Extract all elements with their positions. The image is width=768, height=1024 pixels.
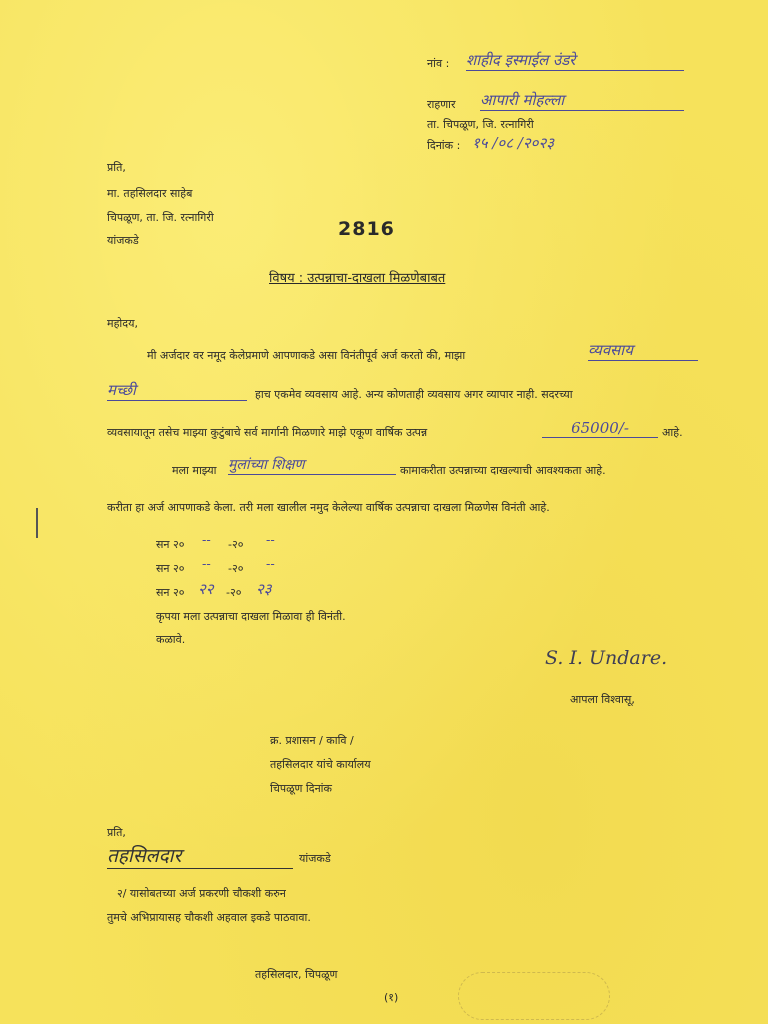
income-hand: 65000/- xyxy=(542,419,658,438)
applicant-signature: S. I. Undare. xyxy=(545,647,668,669)
name-value: शाहीद इस्माईल उंडरे xyxy=(466,50,684,71)
date-value: १५ /०८ /२०२३ xyxy=(472,134,555,152)
page-number: (१) xyxy=(384,991,399,1004)
body-line-1: मी अर्जदार वर नमूद केलेप्रमाणे आपणाकडे असा विनंतीपूर्व अर्ज करतो की, माझा xyxy=(147,349,466,362)
recipient-title: मा. तहसिलदार साहेब xyxy=(107,187,193,200)
closing-kalave: कळावे. xyxy=(156,633,186,646)
year-row-2-mid: -२० xyxy=(228,562,244,575)
stamp-ring xyxy=(458,972,610,1020)
body-line-5: करीता हा अर्ज आपणाकडे केला. तरी मला खालील नमुद केलेल्या वार्षिक उत्पन्नाचा दाखला मिळणेस विनंती आहे. xyxy=(107,501,550,514)
office-date: चिपळूण दिनांक xyxy=(270,782,332,795)
year-row-1-label: सन २० xyxy=(156,538,185,551)
body-line-4-end: कामाकरीता उत्पन्नाच्या दाखल्याची आवश्यकता आहे. xyxy=(400,464,606,477)
inward-number: 2816 xyxy=(338,218,395,240)
office-name: तहसिलदार यांचे कार्यालय xyxy=(270,758,371,771)
forward-line-2: तुमचे अभिप्रायासह चौकशी अहवाल इकडे पाठवावा. xyxy=(107,911,311,924)
footer-office: तहसिलदार, चिपळूण xyxy=(255,968,338,981)
year-row-3-hand2: २३ xyxy=(256,580,272,598)
body-line-3: व्यवसायातून तसेच माझ्या कुटुंबाचे सर्व मार्गानी मिळणारे माझे एकूण वार्षिक उत्पन्न xyxy=(107,426,428,439)
date-label: दिनांक : xyxy=(427,139,461,152)
residence-value: आपारी मोहल्ला xyxy=(480,90,684,111)
year-row-2-hand1: -- xyxy=(202,557,211,572)
year-row-1-hand2: -- xyxy=(266,533,275,548)
year-row-2-hand2: -- xyxy=(266,557,275,572)
year-row-1-mid: -२० xyxy=(228,538,244,551)
subject-line: विषय : उत्पन्नाचा-दाखला मिळणेबाबत xyxy=(269,271,446,286)
recipient-place: चिपळूण, ता. जि. रत्नागिरी xyxy=(107,211,214,224)
year-row-2-label: सन २० xyxy=(156,562,185,575)
closing-request: कृपया मला उत्पन्नाचा दाखला मिळावा ही विनंती. xyxy=(156,610,346,623)
forward-line-1: २/ यासोबतच्या अर्ज प्रकरणी चौकशी करुन xyxy=(117,887,286,900)
margin-mark xyxy=(36,508,38,538)
salutation: महोदय, xyxy=(107,317,138,330)
year-row-3-mid: -२० xyxy=(226,586,242,599)
residence-label: राहणार xyxy=(427,98,456,111)
yours-faithfully: आपला विश्वासू, xyxy=(570,693,635,706)
office-ref: क्र. प्रशासन / कावि / xyxy=(270,734,354,747)
year-row-3-label: सन २० xyxy=(156,586,185,599)
business-hand: मच्छी xyxy=(107,380,247,401)
recipient-prati: प्रति, xyxy=(107,161,126,174)
body-line-3-end: आहे. xyxy=(662,426,683,439)
taluka-line: ता. चिपळूण, जि. रत्नागिरी xyxy=(427,118,534,131)
forward-prati: प्रति, xyxy=(107,826,126,839)
forward-to-hand: तहसिलदार xyxy=(107,842,293,869)
faded-stamp xyxy=(458,972,608,1018)
body-line-2: हाच एकमेव व्यवसाय आहे. अन्य कोणताही व्यवसाय अगर व्यापार नाही. सदरच्या xyxy=(255,388,573,401)
body-line-4: मला माझ्या xyxy=(172,464,217,477)
purpose-hand: मुलांच्या शिक्षण xyxy=(228,455,396,475)
forward-to-suffix: यांजकडे xyxy=(299,852,331,865)
name-label: नांव : xyxy=(427,57,450,70)
year-row-3-hand1: २२ xyxy=(198,580,214,598)
occupation-hand: व्यवसाय xyxy=(588,340,698,361)
recipient-yanjakade: यांजकडे xyxy=(107,234,139,247)
year-row-1-hand1: -- xyxy=(202,533,211,548)
